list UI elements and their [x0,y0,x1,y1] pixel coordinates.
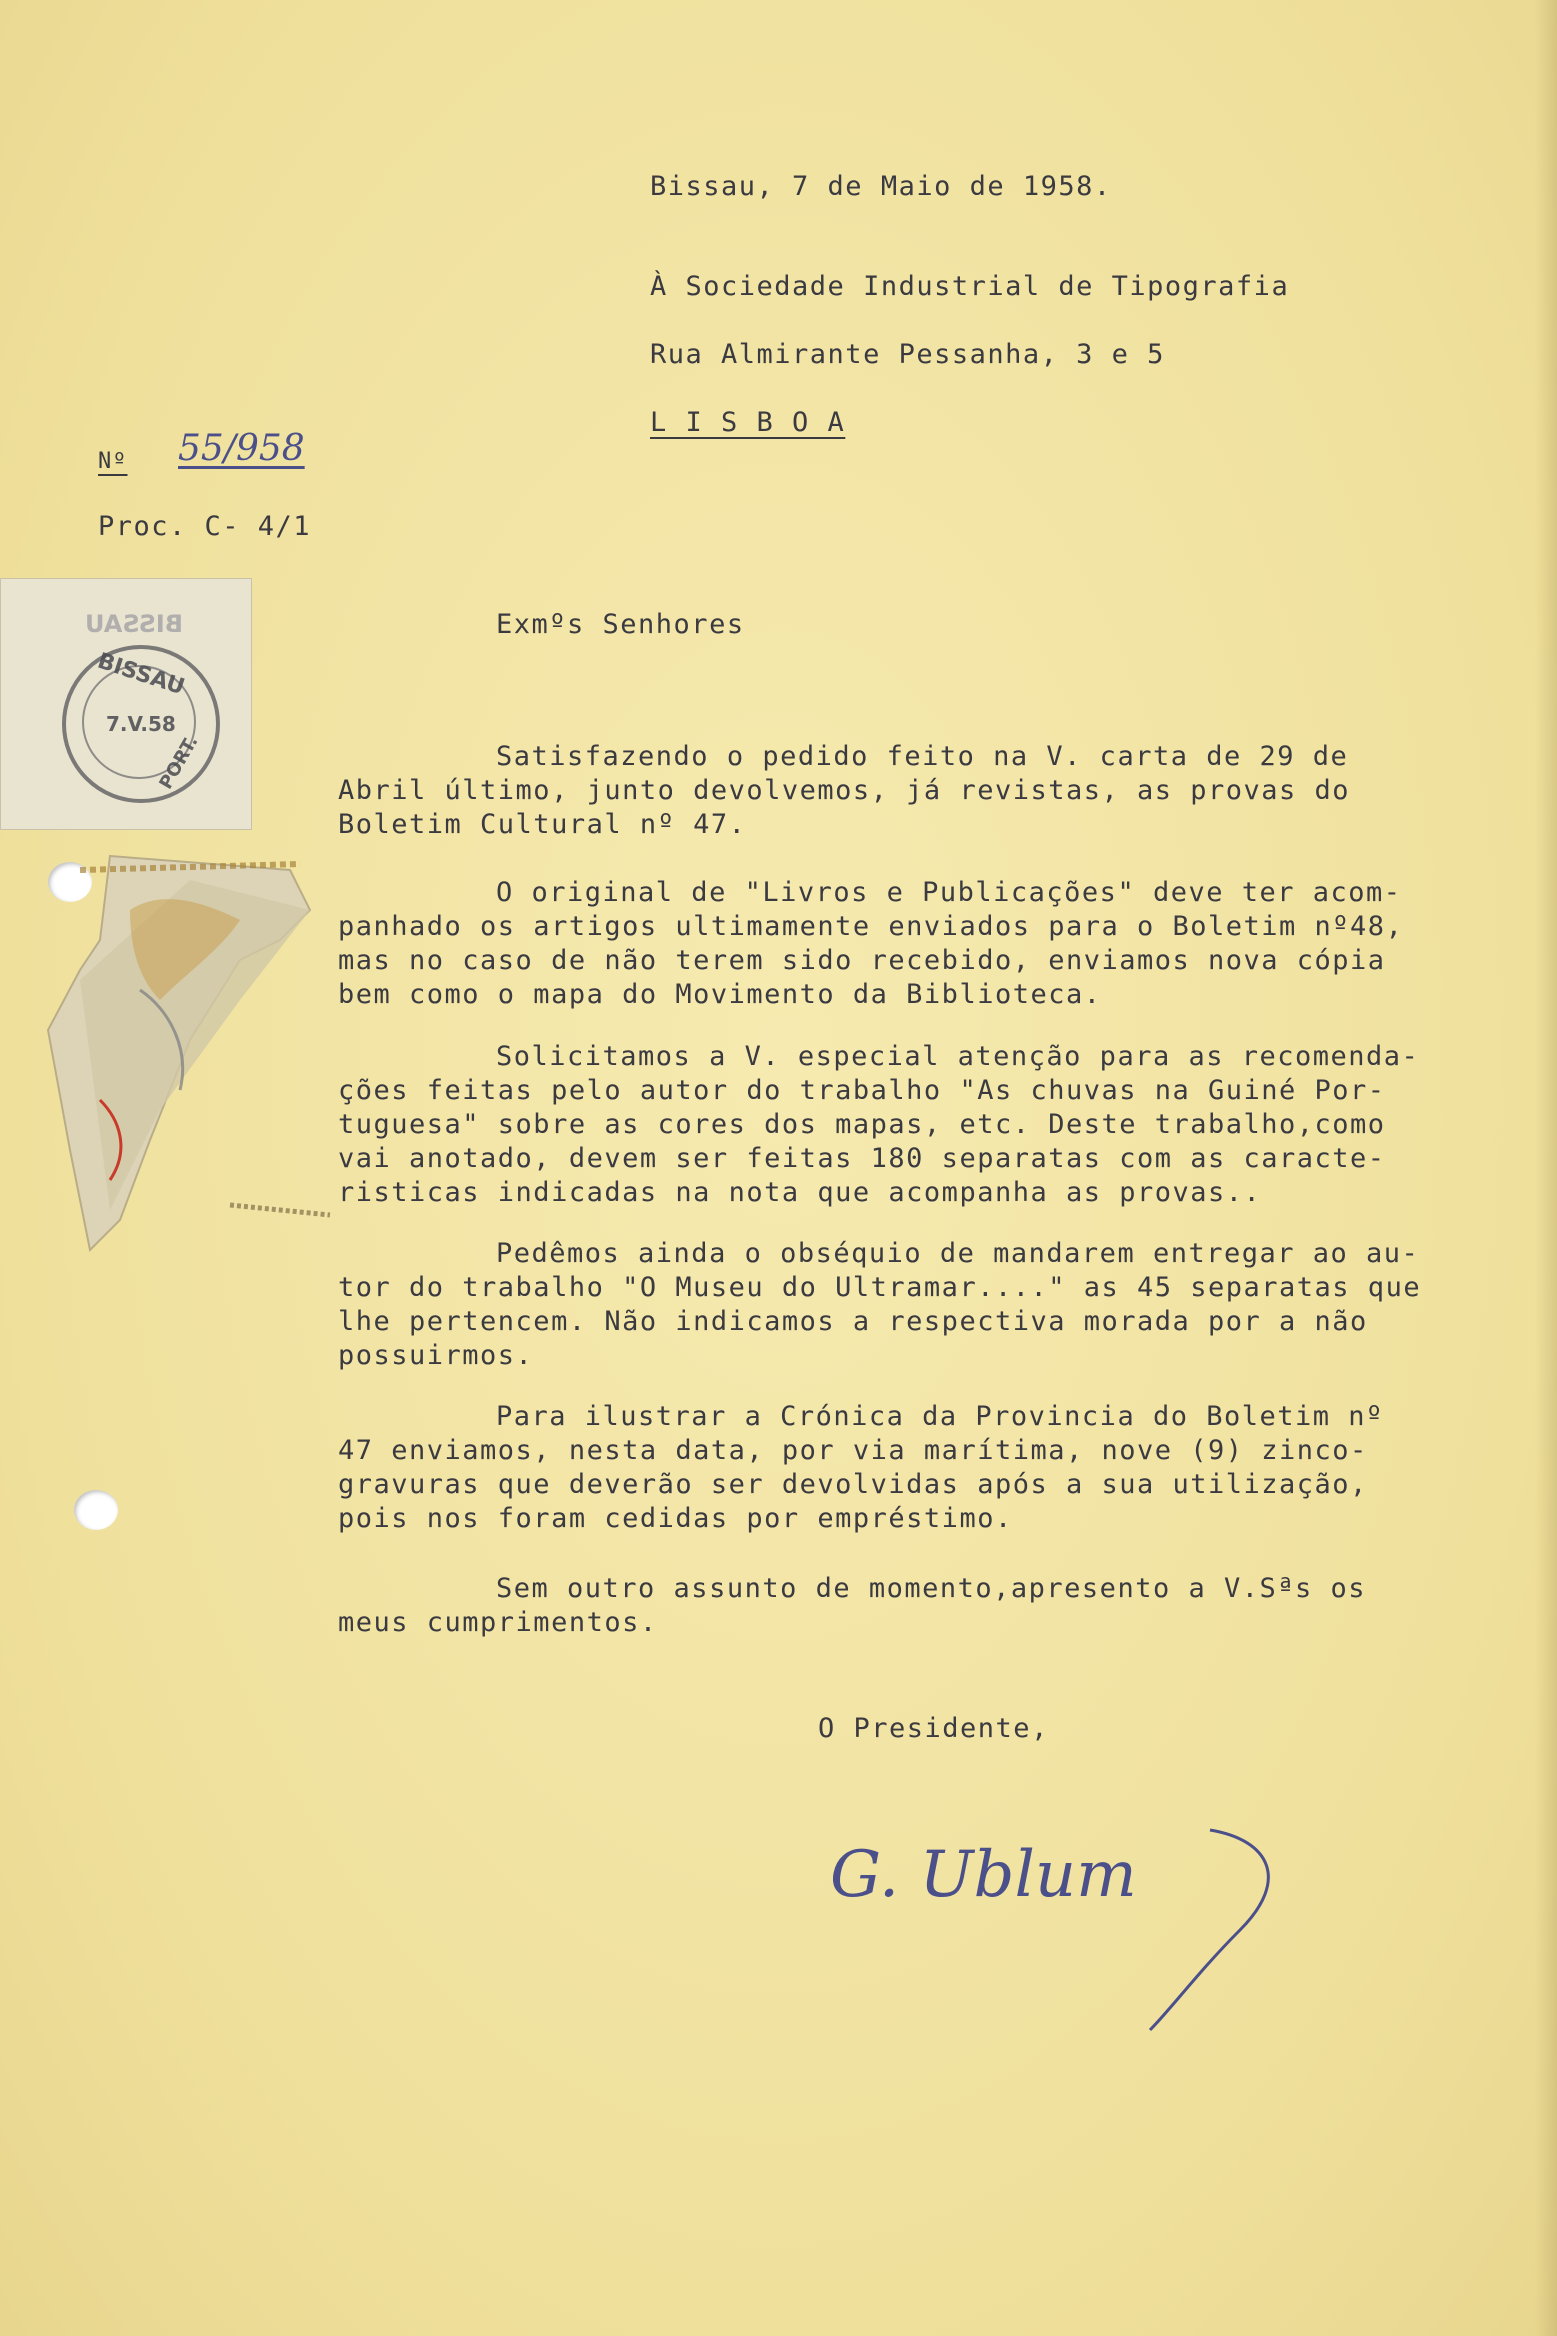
recipient-city: L I S B O A [650,407,846,438]
recipient-line-2: Rua Almirante Pessanha, 3 e 5 [650,339,1165,370]
body-line: Boletim Cultural nº 47. [338,809,747,840]
closing: O Presidente, [818,1713,1049,1744]
body-line: Para ilustrar a Crónica da Provincia do Boletim nº [496,1401,1384,1432]
body-line: Abril último, junto devolvemos, já revistas, as provas do [338,775,1351,806]
body-line: meus cumprimentos. [338,1607,658,1638]
body-line: Pedêmos ainda o obséquio de mandarem entregar ao au- [496,1238,1420,1269]
reference-number-handwritten: 55/958 [178,428,305,469]
body-line: tuguesa" sobre as cores dos mapas, etc. Deste trabalho,como [338,1109,1386,1140]
body-line: gravuras que deverão ser devolvidas após a sua utilização, [338,1469,1368,1500]
recipient-line-1: À Sociedade Industrial de Tipografia [650,271,1290,302]
body-line: ções feitas pelo autor do trabalho "As chuvas na Guiné Por- [338,1075,1386,1106]
body-line: bem como o mapa do Movimento da Biblioteca. [338,979,1102,1010]
body-paragraph-1 [338,740,1350,842]
body-line: Sem outro assunto de momento,apresento a V.Sªs os [496,1573,1367,1604]
body-line: lhe pertencem. Não indicamos a respectiva morada por a não [338,1306,1368,1337]
body-line: mas no caso de não terem sido recebido, enviamos nova cópia [338,945,1386,976]
body-line: vai anotado, devem ser feitas 180 separatas com as caracte- [338,1143,1386,1174]
body-line: Solicitamos a V. especial atenção para as recomenda- [496,1041,1420,1072]
postmark-date: 7.V.58 [106,712,176,736]
salutation: Exmºs Senhores [496,609,745,640]
process-reference: Proc. C- 4/1 [98,511,312,542]
body-line: Satisfazendo o pedido feito na V. carta de 29 de [496,741,1349,772]
postmark-country: PORT. [155,732,203,793]
body-line: tor do trabalho "O Museu do Ultramar...." as 45 separatas que [338,1272,1422,1303]
mirrored-offset-text: BISSAU [85,610,184,638]
torn-stamp-remnant [40,850,340,1260]
reference-number-prefix: Nº [98,449,128,474]
body-line: risticas indicadas na nota que acompanha as provas.. [338,1177,1262,1208]
body-paragraph-2 [338,876,1403,1012]
postmark-place: BISSAU [94,648,188,701]
body-line: O original de "Livros e Publicações" deve ter acom- [496,877,1402,908]
body-paragraph-5 [338,1400,1384,1536]
body-paragraph-6 [338,1572,1366,1640]
body-line: 47 enviamos, nesta data, por via marítima, nove (9) zinco- [338,1435,1368,1466]
signature-flourish [1130,1820,1310,2040]
punch-hole-bottom [74,1490,118,1530]
body-paragraph-4 [338,1237,1421,1373]
place-date: Bissau, 7 de Maio de 1958. [650,171,1112,202]
body-line: pois nos foram cedidas por empréstimo. [338,1503,1013,1534]
body-line: panhado os artigos ultimamente enviados para o Boletim nº48, [338,911,1404,942]
body-line: possuirmos. [338,1340,534,1371]
body-paragraph-3 [338,1040,1419,1210]
page-edge-shadow [1535,0,1557,2336]
signature: G. Ublum [830,1838,1137,1912]
